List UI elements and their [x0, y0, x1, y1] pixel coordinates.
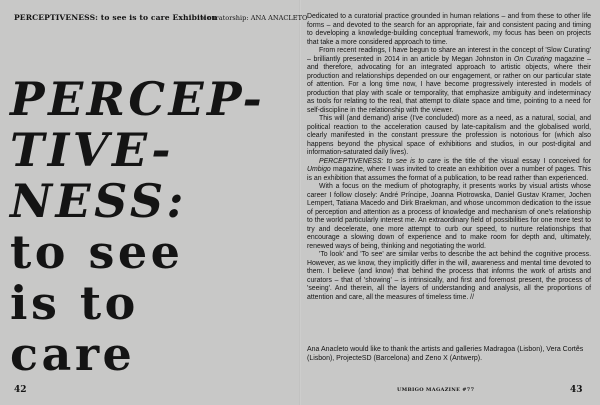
p4-magazine-name: Umbigo: [307, 166, 331, 173]
magazine-running-footer: UMBIGO MAGAZINE #77: [397, 387, 475, 393]
title-line-2: TIVE-: [10, 123, 174, 177]
p2-magazine-name: On Curating: [514, 55, 552, 63]
essay-paragraph-4: [307, 158, 591, 184]
essay-paragraph-3: This will (and demand) arise (I've concluded) more as a need, as a natural, social, and political reaction to the acceleration caused by late-capitalism and the globalised world, clearly manifested in the constant pressure the profession is notorious for (which also happens beyond the physical space of exhibitions and studios, in our post-digital and information-saturated daily lives).: [307, 115, 591, 156]
essay-paragraph-6: 'To look' and 'To see' are similar verbs to describe the act behind the cognitive process. However, as we know, they implicitly differ in the will, awareness and mental time devoted to them. I believe (and know) that behind the process that informs the work of artists and curators – that of 'showing' – is intrinsically, and first and foremost present, the process of 'seeing'. And therein, all the layers of understanding and analysis, all the proportions of attention and care, all the measures of timeless time. //: [307, 251, 591, 301]
curatorship-header: > curatorship: ANA ANACLETO: [200, 14, 308, 22]
p2-text-b: magazine – and therefore, advocating for an integrated approach to artistic objects, where their production and relationships depended on our engagement, or rather on our particular state of attention. For a long time now, I have become progressively interested in models of production that play with scale or temporality, that emphasize ambiguity and indeterminacy as tools for relating to the real, that attempt to dilate space and time, pointing to a need for self-discipline in the relationship with the viewer.: [307, 55, 591, 114]
essay-paragraph-5: With a focus on the medium of photography, it presents works by visual artists whose career I follow closely: André Príncipe, Joanna Piotrowska, Daniel Gustav Kramer, Jochen Lempert, Tatiana Macedo and Dirk Braekman, and whose uncommon dedication to the issue of perception and attention as a process of knowledge and mechanism of one's relationship to the world particularly interest me. An extraordinary field of possibilities for one more test to try and decelerate, one more attempt to curb our speed, to nurture relationships that encourage a slowing down of experience and to make room for depth and, ultimately, renewed ways of being, thinking and negotiating the world.: [307, 183, 591, 250]
title-line-4: to see: [10, 225, 184, 279]
p4-text-b: magazine, where I was invited to create an exhibition over a number of pages. This is an exhibition that assumes the format of a publication, to be read rather than experienced.: [307, 166, 591, 182]
title-line-5: is to: [10, 276, 139, 330]
essay-body: [307, 13, 591, 302]
acknowledgements: Ana Anacleto would like to thank the artists and galleries Madragoa (Lisbon), Vera Cortês (Lisbon), ProjecteSD (Barcelona) and Zeno X (Antwerp).: [307, 346, 584, 362]
p2-text-a: From recent readings, I have begun to share an interest in the concept of 'Slow Curating' – brilliantly presented in 2014 in an article by Megan Johnston in: [307, 47, 591, 63]
page-gutter: [299, 0, 301, 405]
p4-exhibition-title: PERCEPTIVENESS: to see is to care: [319, 157, 441, 165]
essay-paragraph-1: Dedicated to a curatorial practice grounded in human relations – and from these to other life forms – and devoted to the search for an appropriate, fair and consistent pacing and timing to developing a knowledge-building conceptual framework, my focus has been on projects that take a more considered approach to time.: [307, 13, 591, 46]
p4-text-a: is the title of the visual essay I conceived for: [440, 157, 591, 165]
title-line-3: NESS:: [10, 174, 188, 228]
title-line-1: PERCEP-: [10, 72, 266, 126]
page-number-right: 43: [570, 385, 583, 395]
essay-paragraph-2: [307, 47, 591, 115]
page-number-left: 42: [14, 385, 27, 395]
exhibition-header-title: PERCEPTIVENESS: to see is to care Exhibition: [14, 13, 218, 22]
title-line-6: care: [10, 327, 136, 381]
display-title: [10, 74, 295, 380]
